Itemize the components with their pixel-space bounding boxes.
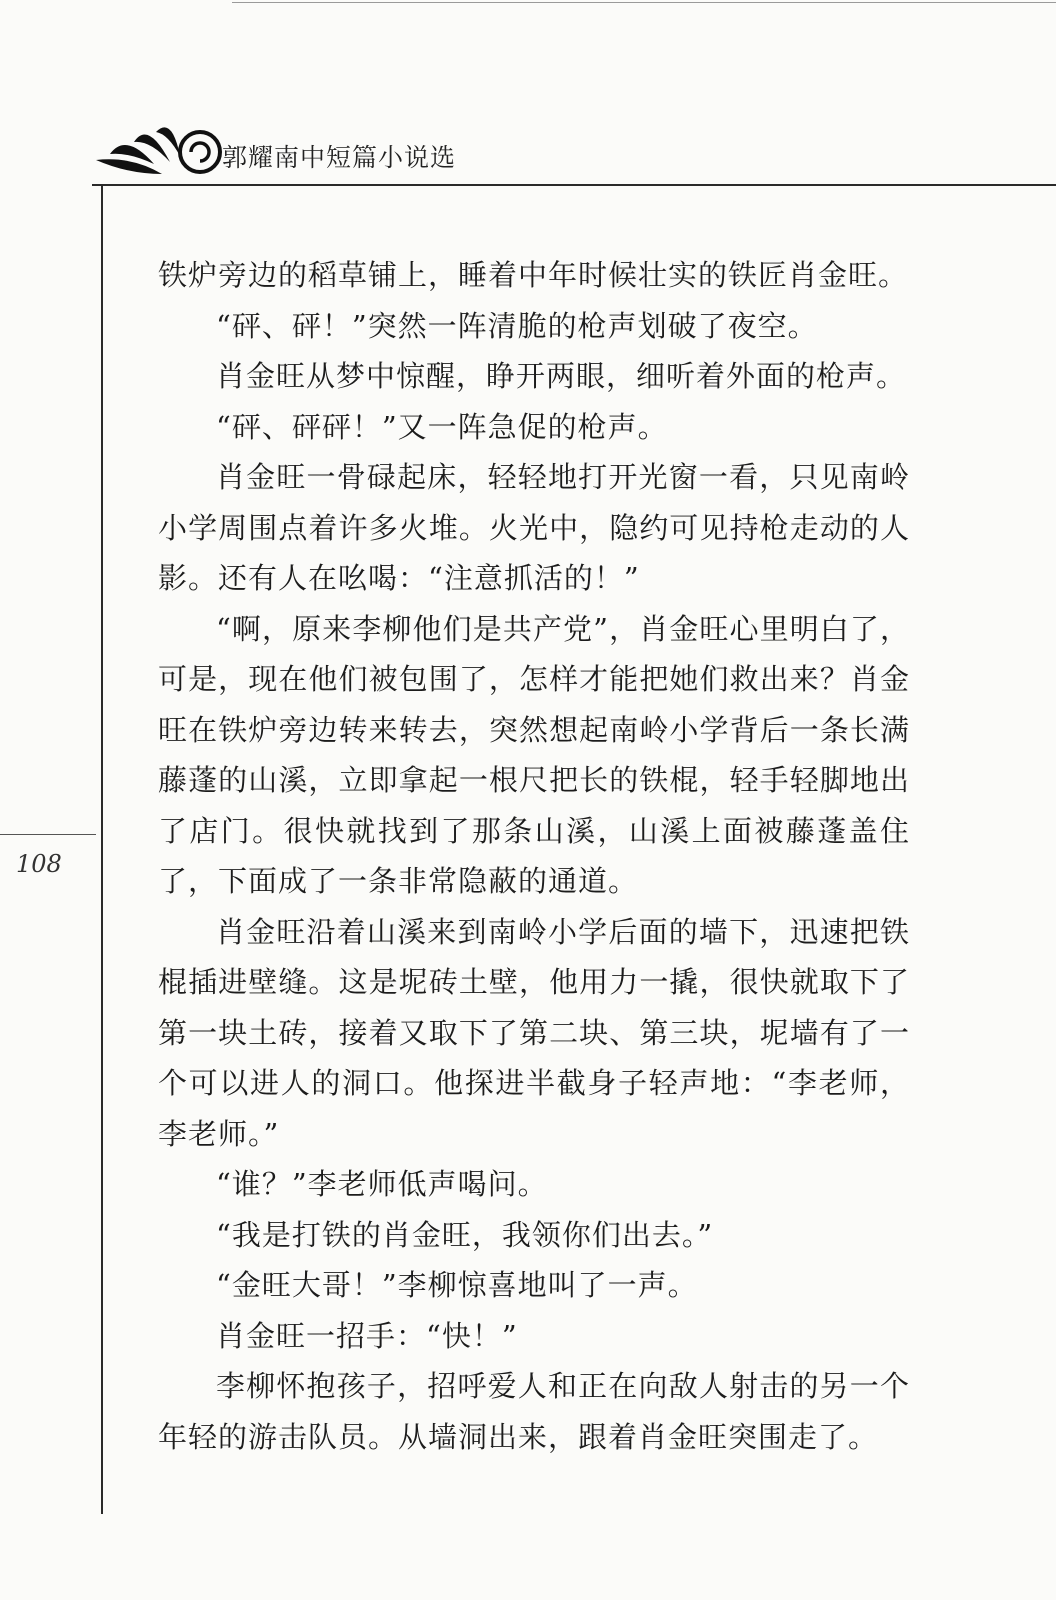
frame-left-rule <box>101 184 103 1514</box>
paragraph: “我是打铁的肖金旺，我领你们出去。” <box>216 1217 714 1252</box>
paragraph: “啊，原来李柳他们是共产党”，肖金旺心里明白了，可是，现在他们被包围了，怎样才能把她们救出来？肖金旺在铁炉旁边转来转去，突然想起南岭小学背后一条长满藤蓬的山溪，立即拿起一根尺把长的铁棍，轻手轻脚地出了店门。很快就找到了那条山溪，山溪上面被藤蓬盖住了，下面成了一条非常隐蔽的通道。 <box>158 611 910 898</box>
page-number: 108 <box>16 850 62 878</box>
paragraph: 肖金旺一招手：“快！” <box>216 1318 518 1353</box>
top-edge-rule <box>232 2 1056 3</box>
paragraph: “谁？”李老师低声喝问。 <box>216 1167 548 1201</box>
page-number-rule <box>0 834 96 835</box>
paragraph: 肖金旺一骨碌起床，轻轻地打开光窗一看，只见南岭小学周围点着许多火堆。火光中，隐约可见持枪走动的人影。还有人在吆喝：“注意抓活的！” <box>158 460 910 595</box>
paragraph: 肖金旺沿着山溪来到南岭小学后面的墙下，迅速把铁棍插进壁缝。这是坭砖土壁，他用力一撬，很快就取下了第一块土砖，接着又取下了第二块、第三块，坭墙有了一个可以进人的洞口。他探进半截身子轻声地：“李老师，李老师。” <box>158 914 910 1151</box>
frame-top-rule <box>92 184 1056 186</box>
paragraph: 铁炉旁边的稻草铺上，睡着中年时候壮实的铁匠肖金旺。 <box>158 258 909 292</box>
body-text <box>158 250 910 1462</box>
running-header-title: 郭耀南中短篇小说选 <box>222 143 457 172</box>
paragraph: 肖金旺从梦中惊醒，睁开两眼，细听着外面的枪声。 <box>216 359 907 393</box>
paragraph: “金旺大哥！”李柳惊喜地叫了一声。 <box>216 1268 698 1302</box>
paragraph: “砰、砰！”突然一阵清脆的枪声划破了夜空。 <box>216 308 818 343</box>
paragraph: 李柳怀抱孩子，招呼爱人和正在向敌人射击的另一个年轻的游击队员。从墙洞出来，跟着肖金旺突围走了。 <box>158 1369 910 1454</box>
paragraph: “砰、砰砰！”又一阵急促的枪声。 <box>216 409 668 444</box>
swirl-flourish-icon <box>92 116 232 186</box>
